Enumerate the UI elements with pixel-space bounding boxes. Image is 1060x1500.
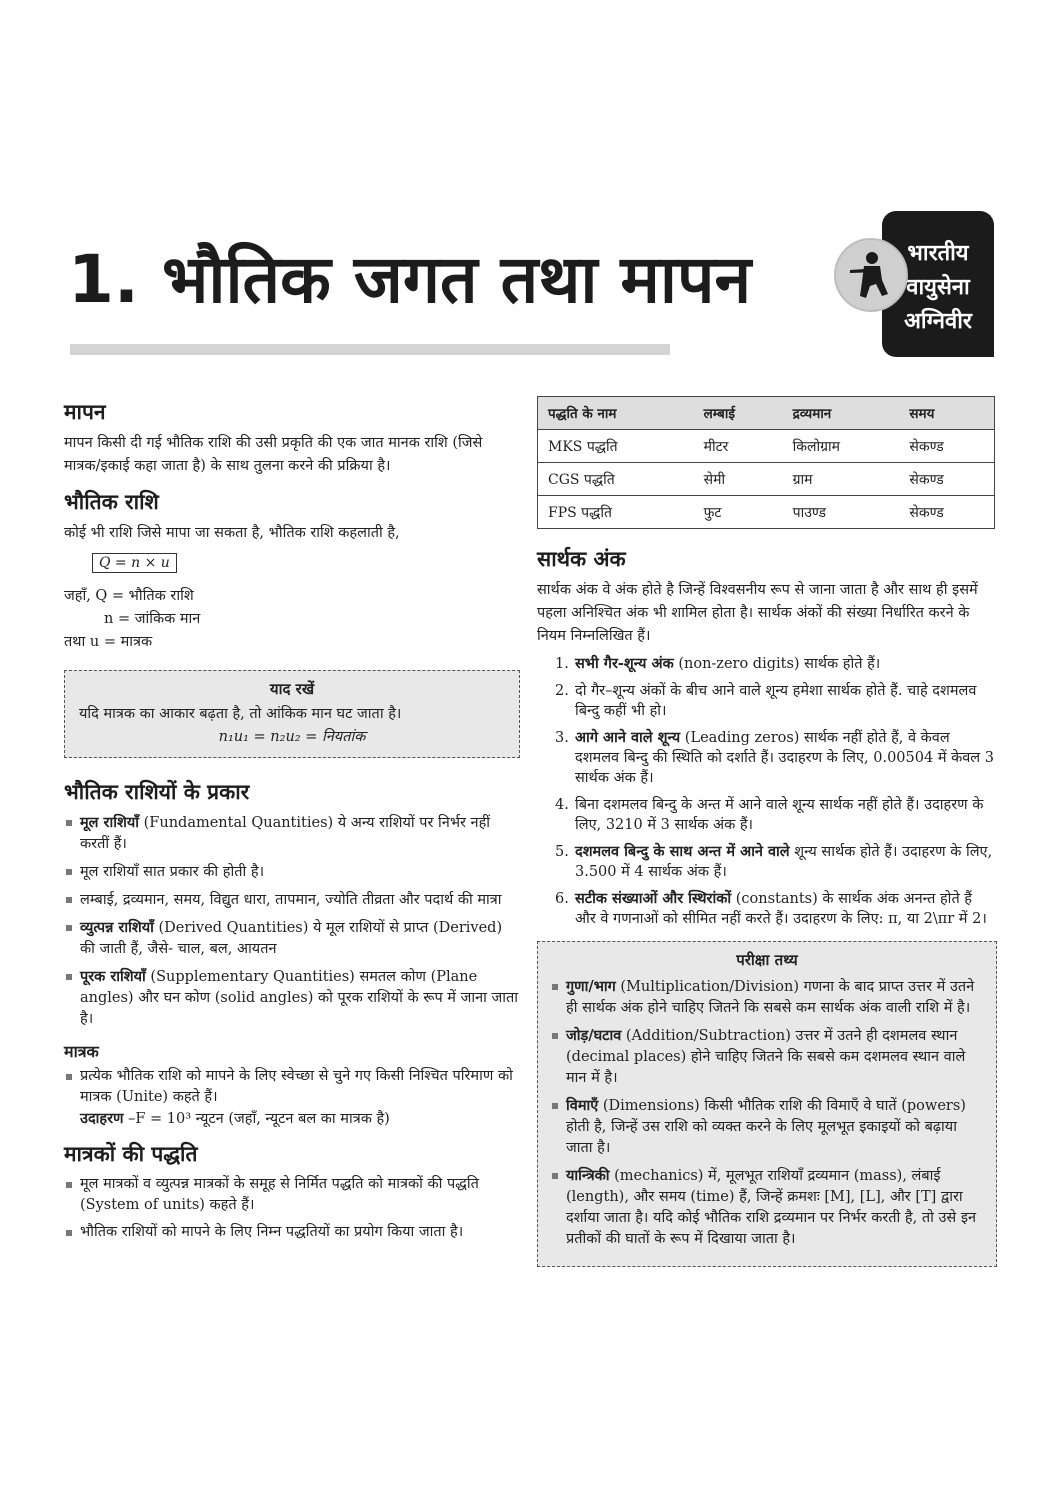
list-item: जोड़/घटाव (Addition/Subtraction) उत्तर में उतने ही दशमलव स्थान (decimal places) होने चाहिए जितने कि सबसे कम दशमलव स्थान वाले मान में है। <box>550 1025 984 1089</box>
list-item: गुणा/भाग (Multiplication/Division) गणना के बाद प्राप्त उत्तर में उतने ही सार्थक अंक होने चाहिए जितने कि सबसे कम सार्थक अंक वाली राशि में है। <box>550 976 984 1019</box>
table-cell: सेकण्ड <box>899 430 994 463</box>
remember-box <box>64 670 520 758</box>
badge-line-1: भारतीय <box>907 241 969 266</box>
list-item: 6. सटीक संख्याओं और स्थिरांकों (constants) के सार्थक अंक अनन्त होते हैं और वे गणनाओं को सीमित नहीं करते हैं। उदाहरण के लिए: π, या 2\πr में 2। <box>555 890 987 927</box>
table-cell: सेमी <box>694 463 783 496</box>
list-item: भौतिक राशियों को मापने के लिए निम्न पद्धतियों का प्रयोग किया जाता है। <box>64 1222 520 1243</box>
badge-line-2: वायुसेना <box>906 275 970 300</box>
section-heading-unit: मात्रक <box>64 1042 99 1061</box>
list-item: 2. दो गैर–शून्य अंकों के बीच आने वाले शून्य हमेशा सार्थक होते हैं. चाहे दशमलव बिन्दु कहीं भी हो। <box>555 683 977 719</box>
section-heading-system: मात्रकों की पद्धति <box>64 1142 198 1166</box>
list-item: 3. आगे आने वाले शून्य (Leading zeros) सार्थक नहीं होते हैं, वे केवल दशमलव बिन्दु की स्थिति को दर्शाते हैं। उदाहरण के लिए, 0.00504 में केवल 3 सार्थक अंक हैं। <box>555 729 994 786</box>
list-item: प्रत्येक भौतिक राशि को मापने के लिए स्वेच्छा से चुने गए किसी निश्चित परिमाण को मात्रक (Unite) कहते हैं। उदाहरण –F = 10³ न्यूटन (जहाँ, न्यूटन बल का मात्रक है) <box>64 1066 520 1130</box>
rashi-paragraph: कोई भी राशि जिसे मापा जा सकता है, भौतिक राशि कहलाती है, <box>64 525 400 541</box>
soldier-icon <box>834 238 908 312</box>
left-column <box>64 398 520 1249</box>
table-header-row <box>538 397 995 430</box>
remember-equation: n₁u₁ = n₂u₂ = नियतांक <box>218 729 366 745</box>
rules-list <box>537 654 997 929</box>
table-cell: पाउण्ड <box>783 496 900 529</box>
section-heading-types: भौतिक राशियों के प्रकार <box>64 780 250 804</box>
table-cell: ग्राम <box>783 463 900 496</box>
list-item: मूल राशियाँ सात प्रकार की होती है। <box>64 861 520 883</box>
mapan-paragraph: मापन किसी दी गई भौतिक राशि की उसी प्रकृति की एक जात मानक राशि (जिसे मात्रक/इकाई कहा जाता है) के साथ तुलना करने की प्रक्रिया है। <box>64 435 483 474</box>
formula-box: Q = n × u <box>92 553 177 573</box>
table-row <box>538 463 995 496</box>
table-header: पद्धति के नाम <box>538 397 694 430</box>
section-heading-significant: सार्थक अंक <box>537 547 626 571</box>
types-list <box>64 812 520 1030</box>
exam-facts-heading: परीक्षा तथ्य <box>736 951 798 969</box>
unit-list <box>64 1066 520 1130</box>
list-item: पूरक राशियाँ (Supplementary Quantities) समतल कोण (Plane angles) और घन कोण (solid angles) को पूरक राशियों के रूप में जाना जाता है। <box>64 966 520 1030</box>
section-heading-rashi: भौतिक राशि <box>64 490 159 514</box>
exam-facts-box <box>537 941 997 1267</box>
list-item: यान्त्रिकी (mechanics) में, मूलभूत राशियाँ द्रव्यमान (mass), लंबाई (length), और समय (time) हैं, जिन्हें क्रमशः [M], [L], और [T] द्वारा दर्शाया जाता है। यदि कोई भौतिक राशि द्रव्यमान पर निर्भर करती है, तो उसे इन प्रतीकों की घातों के रूप में दिखाया जाता है। <box>550 1165 984 1250</box>
list-item: 5. दशमलव बिन्दु के साथ अन्त में आने वाले शून्य सार्थक होते हैं। उदाहरण के लिए, 3.500 में 4 सार्थक अंक हैं। <box>555 843 993 880</box>
badge-line-3: अग्निवीर <box>904 309 972 334</box>
list-item: 1. सभी गैर-शून्य अंक (non-zero digits) सार्थक होते हैं। <box>555 655 881 672</box>
right-column <box>537 396 997 1267</box>
definition-q: जहाँ, Q = भौतिक राशि <box>64 588 194 604</box>
list-item: 4. बिना दशमलव बिन्दु के अन्त में आने वाले शून्य सार्थक नहीं होते हैं। उदाहरण के लिए, 3210 में 3 सार्थक अंक हैं। <box>555 797 984 833</box>
list-item: मूल मात्रकों व व्युत्पन्न मात्रकों के समूह से निर्मित पद्धति को मात्रकों की पद्धति (System of units) कहते हैं। <box>64 1174 520 1216</box>
facts-list <box>550 976 984 1250</box>
chapter-title: 1. भौतिक जगत तथा मापन <box>68 241 752 318</box>
section-heading-mapan: मापन <box>64 400 106 424</box>
title-underline <box>70 344 670 355</box>
table-cell: MKS पद्धति <box>538 430 694 463</box>
table-cell: फुट <box>694 496 783 529</box>
table-row <box>538 496 995 529</box>
table-cell: FPS पद्धति <box>538 496 694 529</box>
unit-systems-table <box>537 396 995 529</box>
table-header: लम्बाई <box>694 397 783 430</box>
definitions <box>64 585 520 654</box>
table-cell: CGS पद्धति <box>538 463 694 496</box>
table-cell: किलोग्राम <box>783 430 900 463</box>
list-item: व्युत्पन्न राशियाँ (Derived Quantities) ये मूल राशियों से प्राप्त (Derived) की जाती हैं, जैसे- चाल, बल, आयतन <box>64 917 520 960</box>
list-item: विमाएँ (Dimensions) किसी भौतिक राशि की विमाएँ वे घातें (powers) होती है, जिन्हें उस राशि को व्यक्त करने के लिए मूलभूत इकाइयों को बढ़ाया जाता है। <box>550 1095 984 1159</box>
remember-heading: याद रखें <box>269 680 315 698</box>
list-item: लम्बाई, द्रव्यमान, समय, विद्युत धारा, तापमान, ज्योति तीव्रता और पदार्थ की मात्रा <box>64 889 520 911</box>
table-cell: सेकण्ड <box>899 496 994 529</box>
remember-text: यदि मात्रक का आकार बढ़ता है, तो आंकिक मान घट जाता है। <box>79 706 402 722</box>
significant-paragraph: सार्थक अंक वे अंक होते है जिन्हें विश्वसनीय रूप से जाना जाता है और साथ ही इसमें पहला अनिश्चित अंक भी शामिल होता है। सार्थक अंकों की संख्या निर्धारित करने के नियम निम्नलिखित हैं। <box>537 582 978 644</box>
system-list <box>64 1174 520 1243</box>
table-header: समय <box>899 397 994 430</box>
table-cell: सेकण्ड <box>899 463 994 496</box>
table-cell: मीटर <box>694 430 783 463</box>
list-item: मूल राशियाँ (Fundamental Quantities) ये अन्य राशियों पर निर्भर नहीं करतीं हैं। <box>64 812 520 855</box>
definition-n: n = जांकिक मान <box>104 611 201 627</box>
definition-u: तथा u = मात्रक <box>64 634 153 650</box>
table-header: द्रव्यमान <box>783 397 900 430</box>
table-row <box>538 430 995 463</box>
